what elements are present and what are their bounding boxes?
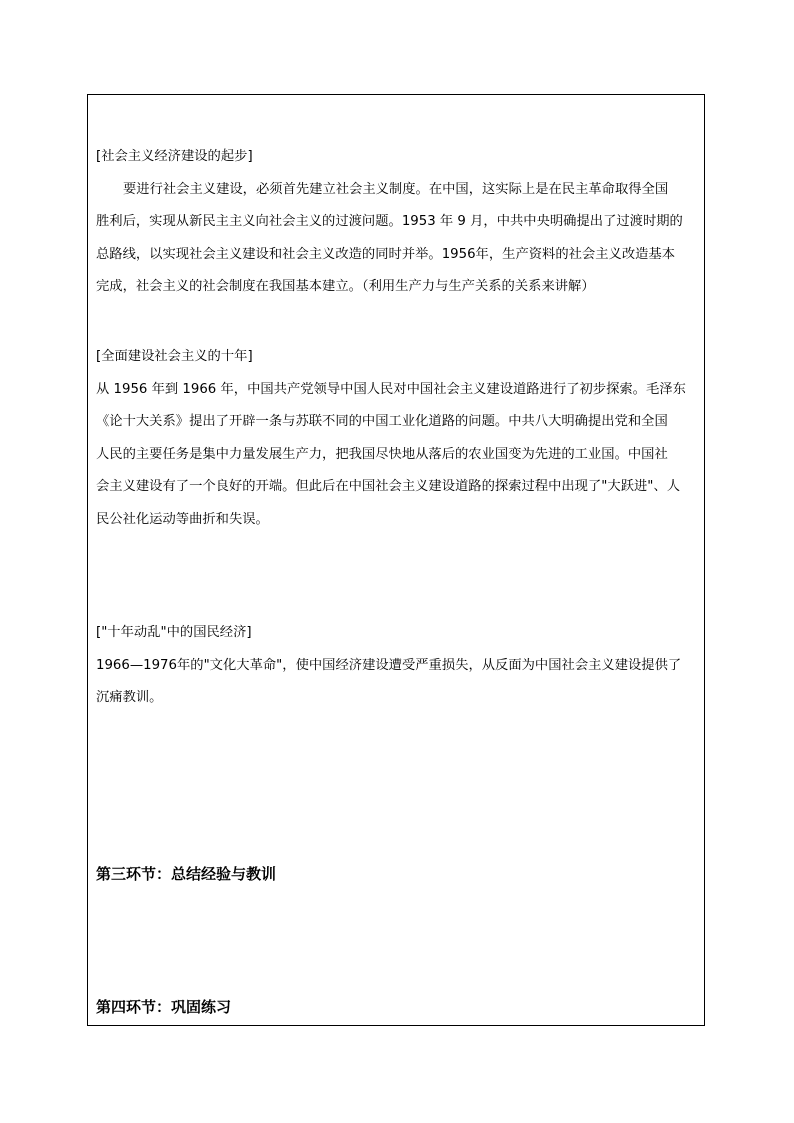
paragraph-line: 民公社化运动等曲折和失误。 <box>96 511 269 527</box>
paragraph-line: 会主义建设有了一个良好的开端。但此后在中国社会主义建设道路的探索过程中出现了"大跃进"、人 <box>96 479 680 495</box>
section-title: [全面建设社会主义的十年] <box>96 349 253 364</box>
lesson-plan-table-cell <box>87 94 705 1026</box>
paragraph-line: 总路线，以实现社会主义建设和社会主义改造的同时并举。1956年，生产资料的社会主义改造基本 <box>96 246 676 262</box>
heading-third-step: 第三环节：总结经验与教训 <box>96 865 277 883</box>
section-title: ["十年动乱"中的国民经济] <box>96 625 252 640</box>
paragraph-line: 1966—1976年的"文化大革命"，使中国经济建设遭受严重损失，从反面为中国社会主义建设提供了 <box>96 657 682 673</box>
heading-fourth-step: 第四环节：巩固练习 <box>96 998 232 1016</box>
paragraph-line: 胜利后，实现从新民主主义向社会主义的过渡问题。1953 年 9 月，中共中央明确提出了过渡时期的 <box>96 214 683 230</box>
paragraph-line: 沉痛教训。 <box>96 690 163 706</box>
section-decade-turmoil <box>96 617 698 715</box>
paragraph-line: 完成，社会主义的社会制度在我国基本建立。（利用生产力与生产关系的关系来讲解） <box>96 279 595 295</box>
section-economic-start <box>96 141 698 304</box>
paragraph-line: 要进行社会主义建设，必须首先建立社会主义制度。在中国，这实际上是在民主革命取得全国 <box>123 181 669 197</box>
paragraph-line: 《论十大关系》提出了开辟一条与苏联不同的中国工业化道路的问题。中共八大明确提出党和全国 <box>96 414 668 430</box>
section-title: [社会主义经济建设的起步] <box>96 149 253 164</box>
paragraph-line: 从 1956 年到 1966 年，中国共产党领导中国人民对中国社会主义建设道路进行了初步探索。毛泽东 <box>96 381 686 397</box>
section-ten-years <box>96 341 698 537</box>
paragraph-line: 人民的主要任务是集中力量发展生产力，把我国尽快地从落后的农业国变为先进的工业国。中国社 <box>96 446 668 462</box>
